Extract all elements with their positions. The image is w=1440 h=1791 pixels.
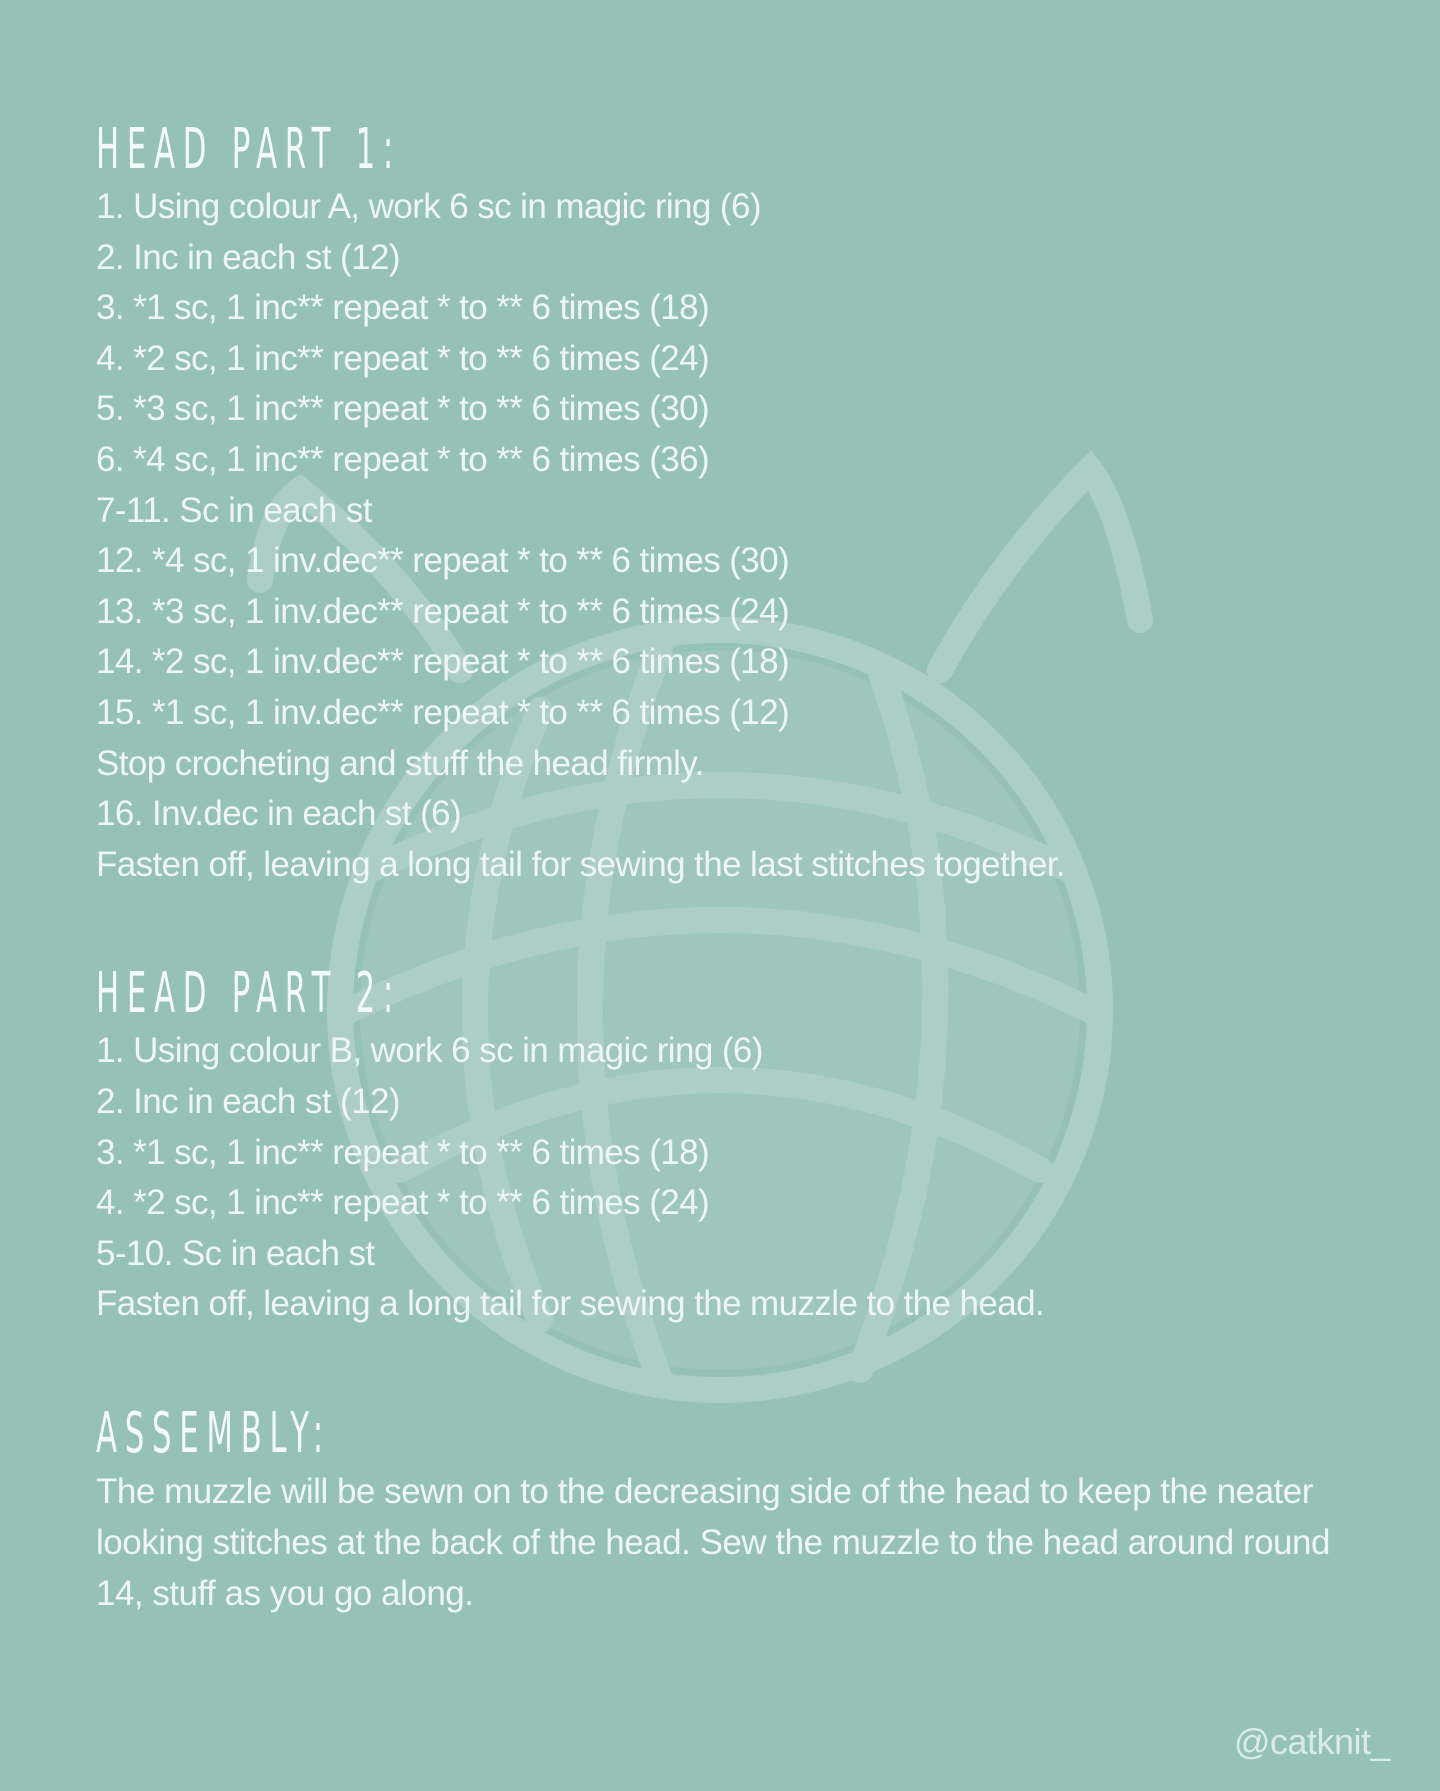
- pattern-content: [96, 118, 1346, 1619]
- instruction-line: 1. Using colour B, work 6 sc in magic ring (6): [96, 1031, 763, 1071]
- instruction-line: 13. *3 sc, 1 inv.dec** repeat * to ** 6 times (24): [96, 591, 790, 631]
- author-handle: @catknit_: [1233, 1721, 1390, 1762]
- instruction-line: 14. *2 sc, 1 inv.dec** repeat * to ** 6 times (18): [96, 642, 790, 682]
- instruction-line: 2. Inc in each st (12): [96, 237, 400, 277]
- instruction-line: 7-11. Sc in each st: [96, 490, 372, 530]
- instruction-line: 6. *4 sc, 1 inc** repeat * to ** 6 times (36): [96, 439, 710, 479]
- instruction-line: 2. Inc in each st (12): [96, 1081, 400, 1121]
- instruction-line: Stop crocheting and stuff the head firmly.: [96, 743, 704, 783]
- instruction-line: Fasten off, leaving a long tail for sewing the muzzle to the head.: [96, 1284, 1045, 1324]
- instruction-line: 4. *2 sc, 1 inc** repeat * to ** 6 times (24): [96, 1183, 710, 1223]
- head-part-1-section: [96, 118, 1346, 890]
- instruction-line: 3. *1 sc, 1 inc** repeat * to ** 6 times (18): [96, 1132, 710, 1172]
- instruction-line: 3. *1 sc, 1 inc** repeat * to ** 6 times (18): [96, 288, 710, 328]
- instruction-line: 5-10. Sc in each st: [96, 1233, 375, 1273]
- assembly-section: [96, 1402, 1346, 1619]
- instruction-line: Fasten off, leaving a long tail for sewing the last stitches together.: [96, 844, 1066, 884]
- section-heading: HEAD PART 1:: [96, 117, 402, 182]
- instruction-line: 5. *3 sc, 1 inc** repeat * to ** 6 times (30): [96, 389, 710, 429]
- instruction-line: 15. *1 sc, 1 inv.dec** repeat * to ** 6 times (12): [96, 692, 790, 732]
- instruction-line: 12. *4 sc, 1 inv.dec** repeat * to ** 6 times (30): [96, 541, 790, 581]
- instruction-line: 4. *2 sc, 1 inc** repeat * to ** 6 times (24): [96, 338, 710, 378]
- head-part-2-section: [96, 962, 1346, 1330]
- assembly-text: The muzzle will be sewn on to the decreasing side of the head to keep the neater looking stitches at the back of the head. Sew the muzzle to the head around round 14, stuff as you go along.: [96, 1471, 1330, 1613]
- section-heading: HEAD PART 2:: [96, 961, 402, 1027]
- instruction-list: [96, 1026, 1346, 1330]
- instruction-line: 16. Inv.dec in each st (6): [96, 794, 462, 834]
- instruction-line: 1. Using colour A, work 6 sc in magic ring (6): [96, 187, 761, 226]
- instruction-list: [96, 182, 1346, 890]
- section-heading: ASSEMBLY:: [96, 1400, 331, 1466]
